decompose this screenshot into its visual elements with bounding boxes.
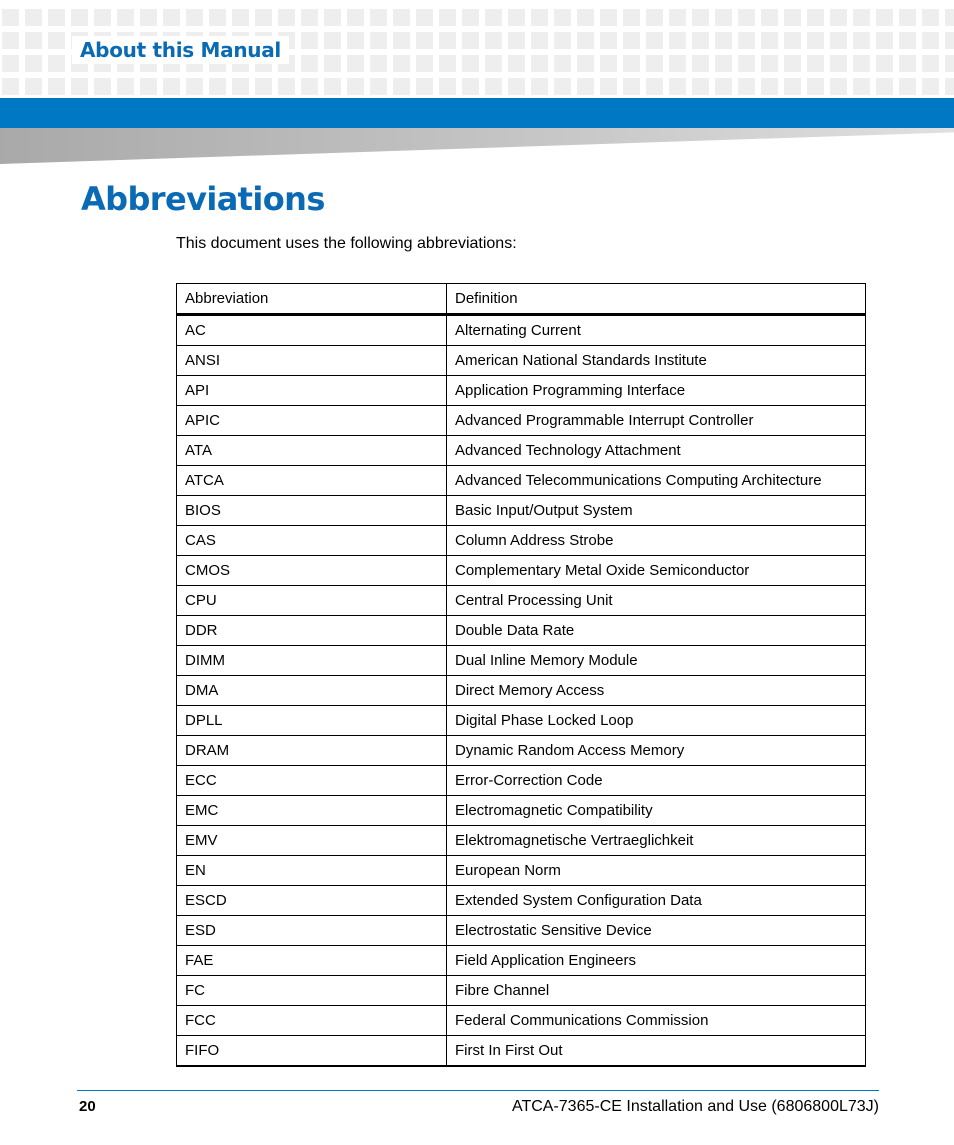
table-row [177, 856, 866, 886]
definition-cell: Extended System Configuration Data [447, 886, 866, 916]
table-row [177, 586, 866, 616]
abbreviation-cell: CAS [177, 526, 447, 556]
intro-text: This document uses the following abbreviations: [176, 235, 517, 252]
abbreviation-cell: CMOS [177, 556, 447, 586]
definition-cell: Fibre Channel [447, 976, 866, 1006]
definition-cell: Complementary Metal Oxide Semiconductor [447, 556, 866, 586]
header-grey-wedge [0, 128, 954, 164]
table-row [177, 406, 866, 436]
abbreviation-cell: FCC [177, 1006, 447, 1036]
abbreviation-cell: FIFO [177, 1036, 447, 1067]
abbreviation-cell: BIOS [177, 496, 447, 526]
table-row [177, 526, 866, 556]
abbreviation-cell: FC [177, 976, 447, 1006]
abbreviation-cell: EMC [177, 796, 447, 826]
definition-cell: Electrostatic Sensitive Device [447, 916, 866, 946]
footer-rule [77, 1090, 879, 1091]
table-row [177, 886, 866, 916]
abbreviations-table [176, 283, 866, 1067]
abbreviation-cell: DDR [177, 616, 447, 646]
definition-cell: Elektromagnetische Vertraeglichkeit [447, 826, 866, 856]
definition-cell: Alternating Current [447, 315, 866, 346]
table-row [177, 736, 866, 766]
table-row [177, 496, 866, 526]
abbreviation-cell: DRAM [177, 736, 447, 766]
abbreviation-cell: FAE [177, 946, 447, 976]
table-row [177, 346, 866, 376]
table-row [177, 315, 866, 346]
definition-cell: Dynamic Random Access Memory [447, 736, 866, 766]
abbreviation-cell: CPU [177, 586, 447, 616]
table-row [177, 436, 866, 466]
table-row [177, 676, 866, 706]
page-title: Abbreviations [81, 180, 325, 218]
table-row [177, 556, 866, 586]
table-row [177, 1006, 866, 1036]
header-blue-band [0, 98, 954, 128]
table-row [177, 706, 866, 736]
definition-cell: Application Programming Interface [447, 376, 866, 406]
abbreviation-cell: ATA [177, 436, 447, 466]
definition-cell: Dual Inline Memory Module [447, 646, 866, 676]
abbreviation-cell: ANSI [177, 346, 447, 376]
table-header-row [177, 284, 866, 315]
definition-cell: Column Address Strobe [447, 526, 866, 556]
page-number: 20 [79, 1098, 96, 1115]
definition-cell: Basic Input/Output System [447, 496, 866, 526]
definition-cell: European Norm [447, 856, 866, 886]
definition-cell: Direct Memory Access [447, 676, 866, 706]
definition-cell: Digital Phase Locked Loop [447, 706, 866, 736]
abbreviation-cell: API [177, 376, 447, 406]
table-row [177, 1036, 866, 1067]
abbreviation-cell: DPLL [177, 706, 447, 736]
definition-cell: Double Data Rate [447, 616, 866, 646]
table-row [177, 646, 866, 676]
definition-cell: Central Processing Unit [447, 586, 866, 616]
abbreviation-cell: APIC [177, 406, 447, 436]
column-header-abbreviation: Abbreviation [177, 284, 447, 315]
table-row [177, 376, 866, 406]
table-row [177, 946, 866, 976]
document-reference: ATCA-7365-CE Installation and Use (6806800L73J) [511, 1098, 879, 1115]
definition-cell: Federal Communications Commission [447, 1006, 866, 1036]
abbreviation-cell: ECC [177, 766, 447, 796]
table-row [177, 826, 866, 856]
abbreviation-cell: AC [177, 315, 447, 346]
abbreviation-cell: ESCD [177, 886, 447, 916]
table-row [177, 616, 866, 646]
definition-cell: Electromagnetic Compatibility [447, 796, 866, 826]
abbreviation-cell: EMV [177, 826, 447, 856]
table-row [177, 916, 866, 946]
table-row [177, 976, 866, 1006]
definition-cell: Error-Correction Code [447, 766, 866, 796]
abbreviation-cell: DIMM [177, 646, 447, 676]
table-row [177, 766, 866, 796]
definition-cell: First In First Out [447, 1036, 866, 1067]
abbreviation-cell: ATCA [177, 466, 447, 496]
definition-cell: Advanced Technology Attachment [447, 436, 866, 466]
table-row [177, 466, 866, 496]
definition-cell: Advanced Programmable Interrupt Controller [447, 406, 866, 436]
column-header-definition: Definition [447, 284, 866, 315]
abbreviation-cell: ESD [177, 916, 447, 946]
definition-cell: American National Standards Institute [447, 346, 866, 376]
table-row [177, 796, 866, 826]
abbreviation-cell: EN [177, 856, 447, 886]
definition-cell: Advanced Telecommunications Computing Architecture [447, 466, 866, 496]
definition-cell: Field Application Engineers [447, 946, 866, 976]
abbreviation-cell: DMA [177, 676, 447, 706]
section-title: About this Manual [72, 36, 289, 64]
